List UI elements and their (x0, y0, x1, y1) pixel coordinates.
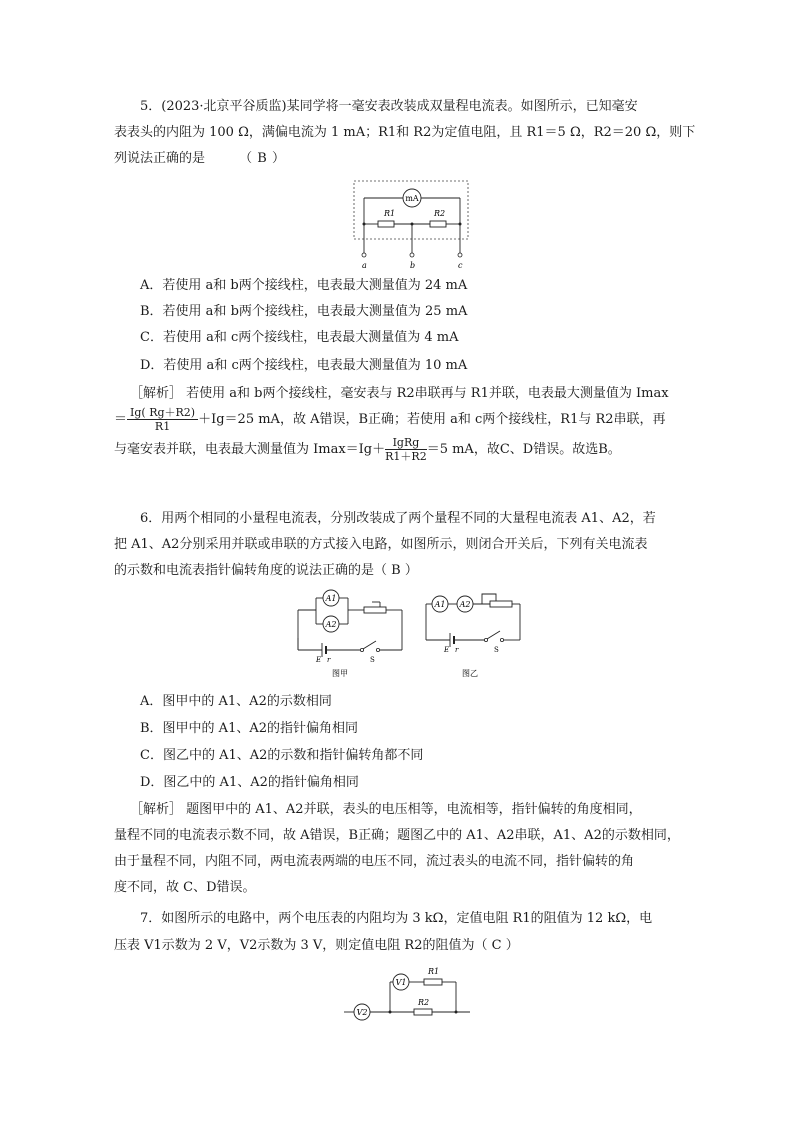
rheostat-icon (364, 607, 386, 613)
resistor-r1-q7-icon (424, 979, 442, 985)
internal-resistance-label: r (327, 656, 331, 664)
q6-explanation-3: 由于量程不同，内阻不同，两电流表两端的电压不同，流过表头的电流不同，指针偏转的角 (114, 854, 635, 869)
q5-formula-fraction-2: $\frac{\text{IgRg}}{R1+R2}$ (385, 436, 427, 463)
switch-icon (363, 641, 376, 649)
a1-label: A1 (325, 594, 337, 603)
q5-option-b: B．若使用 a和 b两个接线柱，电表最大测量值为 25 mA (140, 304, 468, 319)
resistor-r2-q7-icon (414, 1009, 432, 1015)
rheostat-series-icon (490, 601, 512, 607)
r2-q7-label: R2 (418, 998, 430, 1007)
milliammeter-label: mA (405, 194, 419, 203)
figure-caption-yi: 图乙 (462, 669, 478, 678)
q5-circuit-figure (350, 178, 472, 270)
q6-line-3: 的示数和电流表指针偏转角度的说法正确的是（ B ） (114, 563, 418, 578)
q7-line-1: 7．如图所示的电路中，两个电压表的内阻均为 3 kΩ，定值电阻 R1的阻值为 12 kΩ，电 (140, 911, 653, 926)
q6-option-b: B．图甲中的 A1、A2的指针偏角相同 (140, 721, 359, 736)
q5-answer: （ B ） (239, 151, 286, 166)
a1-series-label: A1 (434, 600, 446, 609)
v1-label: V1 (395, 978, 407, 987)
q6-line-1: 6．用两个相同的小量程电流表，分别改装成了两个量程不同的大量程电流表 A1、A2，若 (140, 511, 656, 526)
q7-line-2: 压表 V1示数为 2 V，V2示数为 3 V，则定值电阻 R2的阻值为（ C ） (114, 938, 519, 953)
r1-label: R1 (384, 209, 396, 218)
emf-label: E (316, 656, 322, 664)
terminal-b-icon (410, 253, 414, 257)
q6-option-a: A．图甲中的 A1、A2的示数相同 (140, 694, 332, 709)
q5-formula-fraction-1: $\frac{Ig( Rg+R2)}{R1}$ (127, 406, 198, 433)
q6-explanation-4: 度不同，故 C、D错误。 (114, 880, 256, 895)
r1-q7-label: R1 (428, 967, 440, 976)
a2-series-label: A2 (459, 600, 471, 609)
emf-series-label: E (444, 646, 450, 654)
q7-circuit-figure (340, 962, 480, 1028)
terminal-a-label: a (362, 261, 367, 270)
q6-explanation-2: 量程不同的电流表示数不同，故 A错误，B正确；题图乙中的 A1、A2串联，A1、A2的示数相同， (114, 828, 680, 843)
q5-explanation-1: ［解析］ 若使用 a和 b两个接线柱，毫安表与 R2串联再与 R1并联，电表最大测量值为 Imax (130, 386, 669, 401)
terminal-c-label: c (458, 261, 463, 270)
q5-line-3 (114, 150, 285, 168)
terminal-b-label: b (410, 261, 416, 270)
r2-label: R2 (434, 209, 446, 218)
switch-series-label: S (494, 646, 499, 654)
q5-option-c: C．若使用 a和 c两个接线柱，电表最大测量值为 4 mA (140, 330, 459, 345)
internal-resistance-series-label: r (455, 646, 459, 654)
switch-label: S (370, 656, 375, 664)
q6-option-c: C．图乙中的 A1、A2的示数和指针偏转角都不同 (140, 748, 424, 763)
q5-stem-end: 列说法正确的是 (114, 151, 206, 166)
v2-label: V2 (356, 1008, 368, 1017)
terminal-c-icon (458, 253, 462, 257)
q5-option-d: D．若使用 a和 c两个接线柱，电表最大测量值为 10 mA (140, 358, 468, 373)
q6-line-2: 把 A1、A2分别采用并联或串联的方式接入电路，如图所示，则闭合开关后，下列有关电流表 (114, 537, 648, 552)
q5-explanation-3: 与毫安表并联，电表最大测量值为 Imax＝Ig＋ $\frac{\text{IgRg}}{R1+R2}$ ＝5 mA，故C、D错误。故选B。 (114, 436, 621, 463)
figure-caption-jia: 图甲 (332, 669, 348, 678)
terminal-a-icon (362, 253, 366, 257)
q6-explanation-1: ［解析］ 题图甲中的 A1、A2并联，表头的电压相等，电流相等，指针偏转的角度相同， (130, 802, 642, 817)
q5-line-2: 表表头的内阻为 100 Ω，满偏电流为 1 mA；R1和 R2为定值电阻，且 R1＝5 Ω，R2＝20 Ω，则下 (114, 125, 696, 140)
q6-circuit-figure-jia (292, 588, 412, 680)
switch-series-icon (487, 631, 500, 639)
q5-explanation-2: ＝ $\frac{Ig( Rg+R2)}{R1}$ ＋Ig＝25 mA，故 A错误，B正确；若使用 a和 c两个接线柱，R1与 R2串联，再 (114, 406, 666, 433)
q5-line-1: 5．(2023·北京平谷质监)某同学将一毫安表改装成双量程电流表。如图所示，已知毫安 (140, 99, 638, 114)
q6-circuit-figure-yi (420, 588, 530, 680)
a2-label: A2 (325, 620, 337, 629)
q5-option-a: A．若使用 a和 b两个接线柱，电表最大测量值为 24 mA (140, 278, 468, 293)
resistor-r2-icon (430, 221, 446, 227)
q6-option-d: D．图乙中的 A1、A2的指针偏角相同 (140, 775, 359, 790)
resistor-r1-icon (378, 221, 394, 227)
